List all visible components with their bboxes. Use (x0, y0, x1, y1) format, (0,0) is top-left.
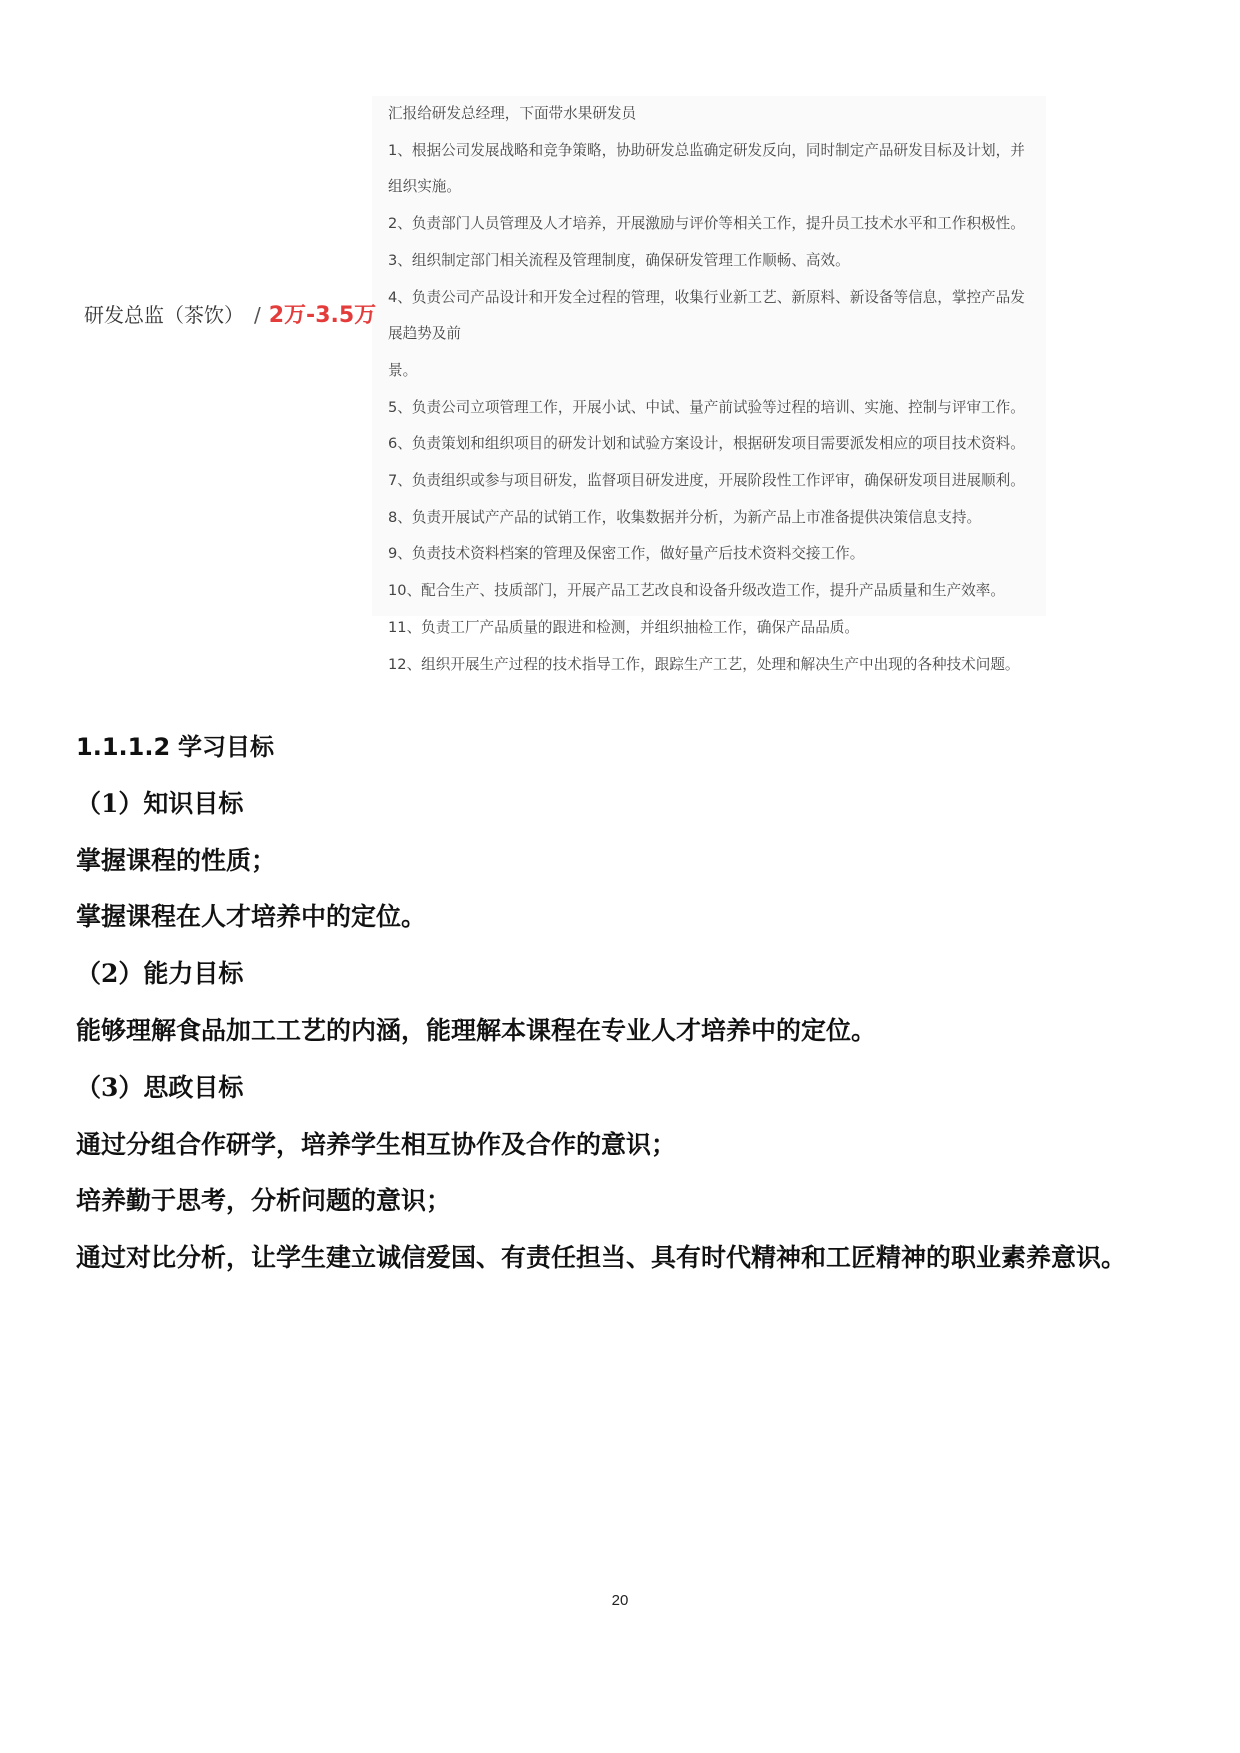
job-description-line: 汇报给研发总经理，下面带水果研发员 (388, 105, 637, 122)
job-description-line: 2、负责部门人员管理及人才培养，开展激励与评价等相关工作，提升员工技术水平和工作积极性。 (388, 215, 1025, 233)
knowledge-goal-item: 掌握课程在人才培养中的定位。 (76, 902, 427, 932)
job-description-line: 6、负责策划和组织项目的研发计划和试验方案设计，根据研发项目需要派发相应的项目技术资料。 (388, 435, 1025, 453)
document-body (76, 719, 1176, 1287)
section-heading (76, 719, 1176, 776)
job-description-line: 12、组织开展生产过程的技术指导工作，跟踪生产工艺，处理和解决生产中出现的各种技术问题。 (388, 655, 1020, 673)
ideology-goal-item: 培养勤于思考，分析问题的意识； (76, 1186, 452, 1216)
section-number: 1.1.1.2 (76, 733, 171, 761)
knowledge-goal-item: 掌握课程的性质； (76, 845, 277, 875)
job-description-line: 4、负责公司产品设计和开发全过程的管理，收集行业新工艺、新原料、新设备等信息，掌控产品发展趋势及前 (388, 288, 1025, 343)
ability-goal-heading: （2）能力目标 (76, 959, 244, 989)
job-description-line: 9、负责技术资料档案的管理及保密工作，做好量产后技术资料交接工作。 (388, 545, 865, 563)
knowledge-goal-heading: （1）知识目标 (76, 788, 244, 818)
job-description-line: 1、根据公司发展战略和竞争策略，协助研发总监确定研发反向，同时制定产品研发目标及计划，并组织实施。 (388, 141, 1025, 196)
job-title-row (84, 298, 376, 329)
job-description-line: 5、负责公司立项管理工作，开展小试、中试、量产前试验等过程的培训、实施、控制与评审工作。 (388, 398, 1025, 416)
job-description-line: 7、负责组织或参与项目研发，监督项目研发进度，开展阶段性工作评审，确保研发项目进展顺利。 (388, 472, 1025, 490)
job-description-line: 11、负责工厂产品质量的跟进和检测，并组织抽检工作，确保产品品质。 (388, 618, 859, 636)
page-number: 20 (611, 1592, 629, 1609)
ideology-goal-heading: （3）思政目标 (76, 1072, 244, 1102)
job-description-line: 8、负责开展试产产品的试销工作，收集数据并分析，为新产品上市准备提供决策信息支持。 (388, 508, 982, 526)
ideology-goal-item: 通过对比分析，让学生建立诚信爱国、有责任担当、具有时代精神和工匠精神的职业素养意识。 (76, 1243, 1127, 1273)
job-description-list (388, 96, 1038, 683)
job-salary: 2万-3.5万 (268, 303, 377, 328)
job-description-line: 10、配合生产、技质部门，开展产品工艺改良和设备升级改造工作，提升产品质量和生产效率。 (388, 582, 1005, 600)
job-title-separator: / (254, 303, 261, 327)
ideology-goal-item: 通过分组合作研学，培养学生相互协作及合作的意识； (76, 1129, 677, 1159)
job-posting-image (66, 96, 1046, 673)
ability-goal-item: 能够理解食品加工工艺的内涵，能理解本课程在专业人才培养中的定位。 (76, 1015, 877, 1045)
job-description-line: 景。 (388, 361, 418, 379)
job-description-line: 3、组织制定部门相关流程及管理制度，确保研发管理工作顺畅、高效。 (388, 251, 850, 269)
section-title: 学习目标 (178, 733, 274, 761)
job-title: 研发总监（茶饮） (84, 303, 244, 327)
